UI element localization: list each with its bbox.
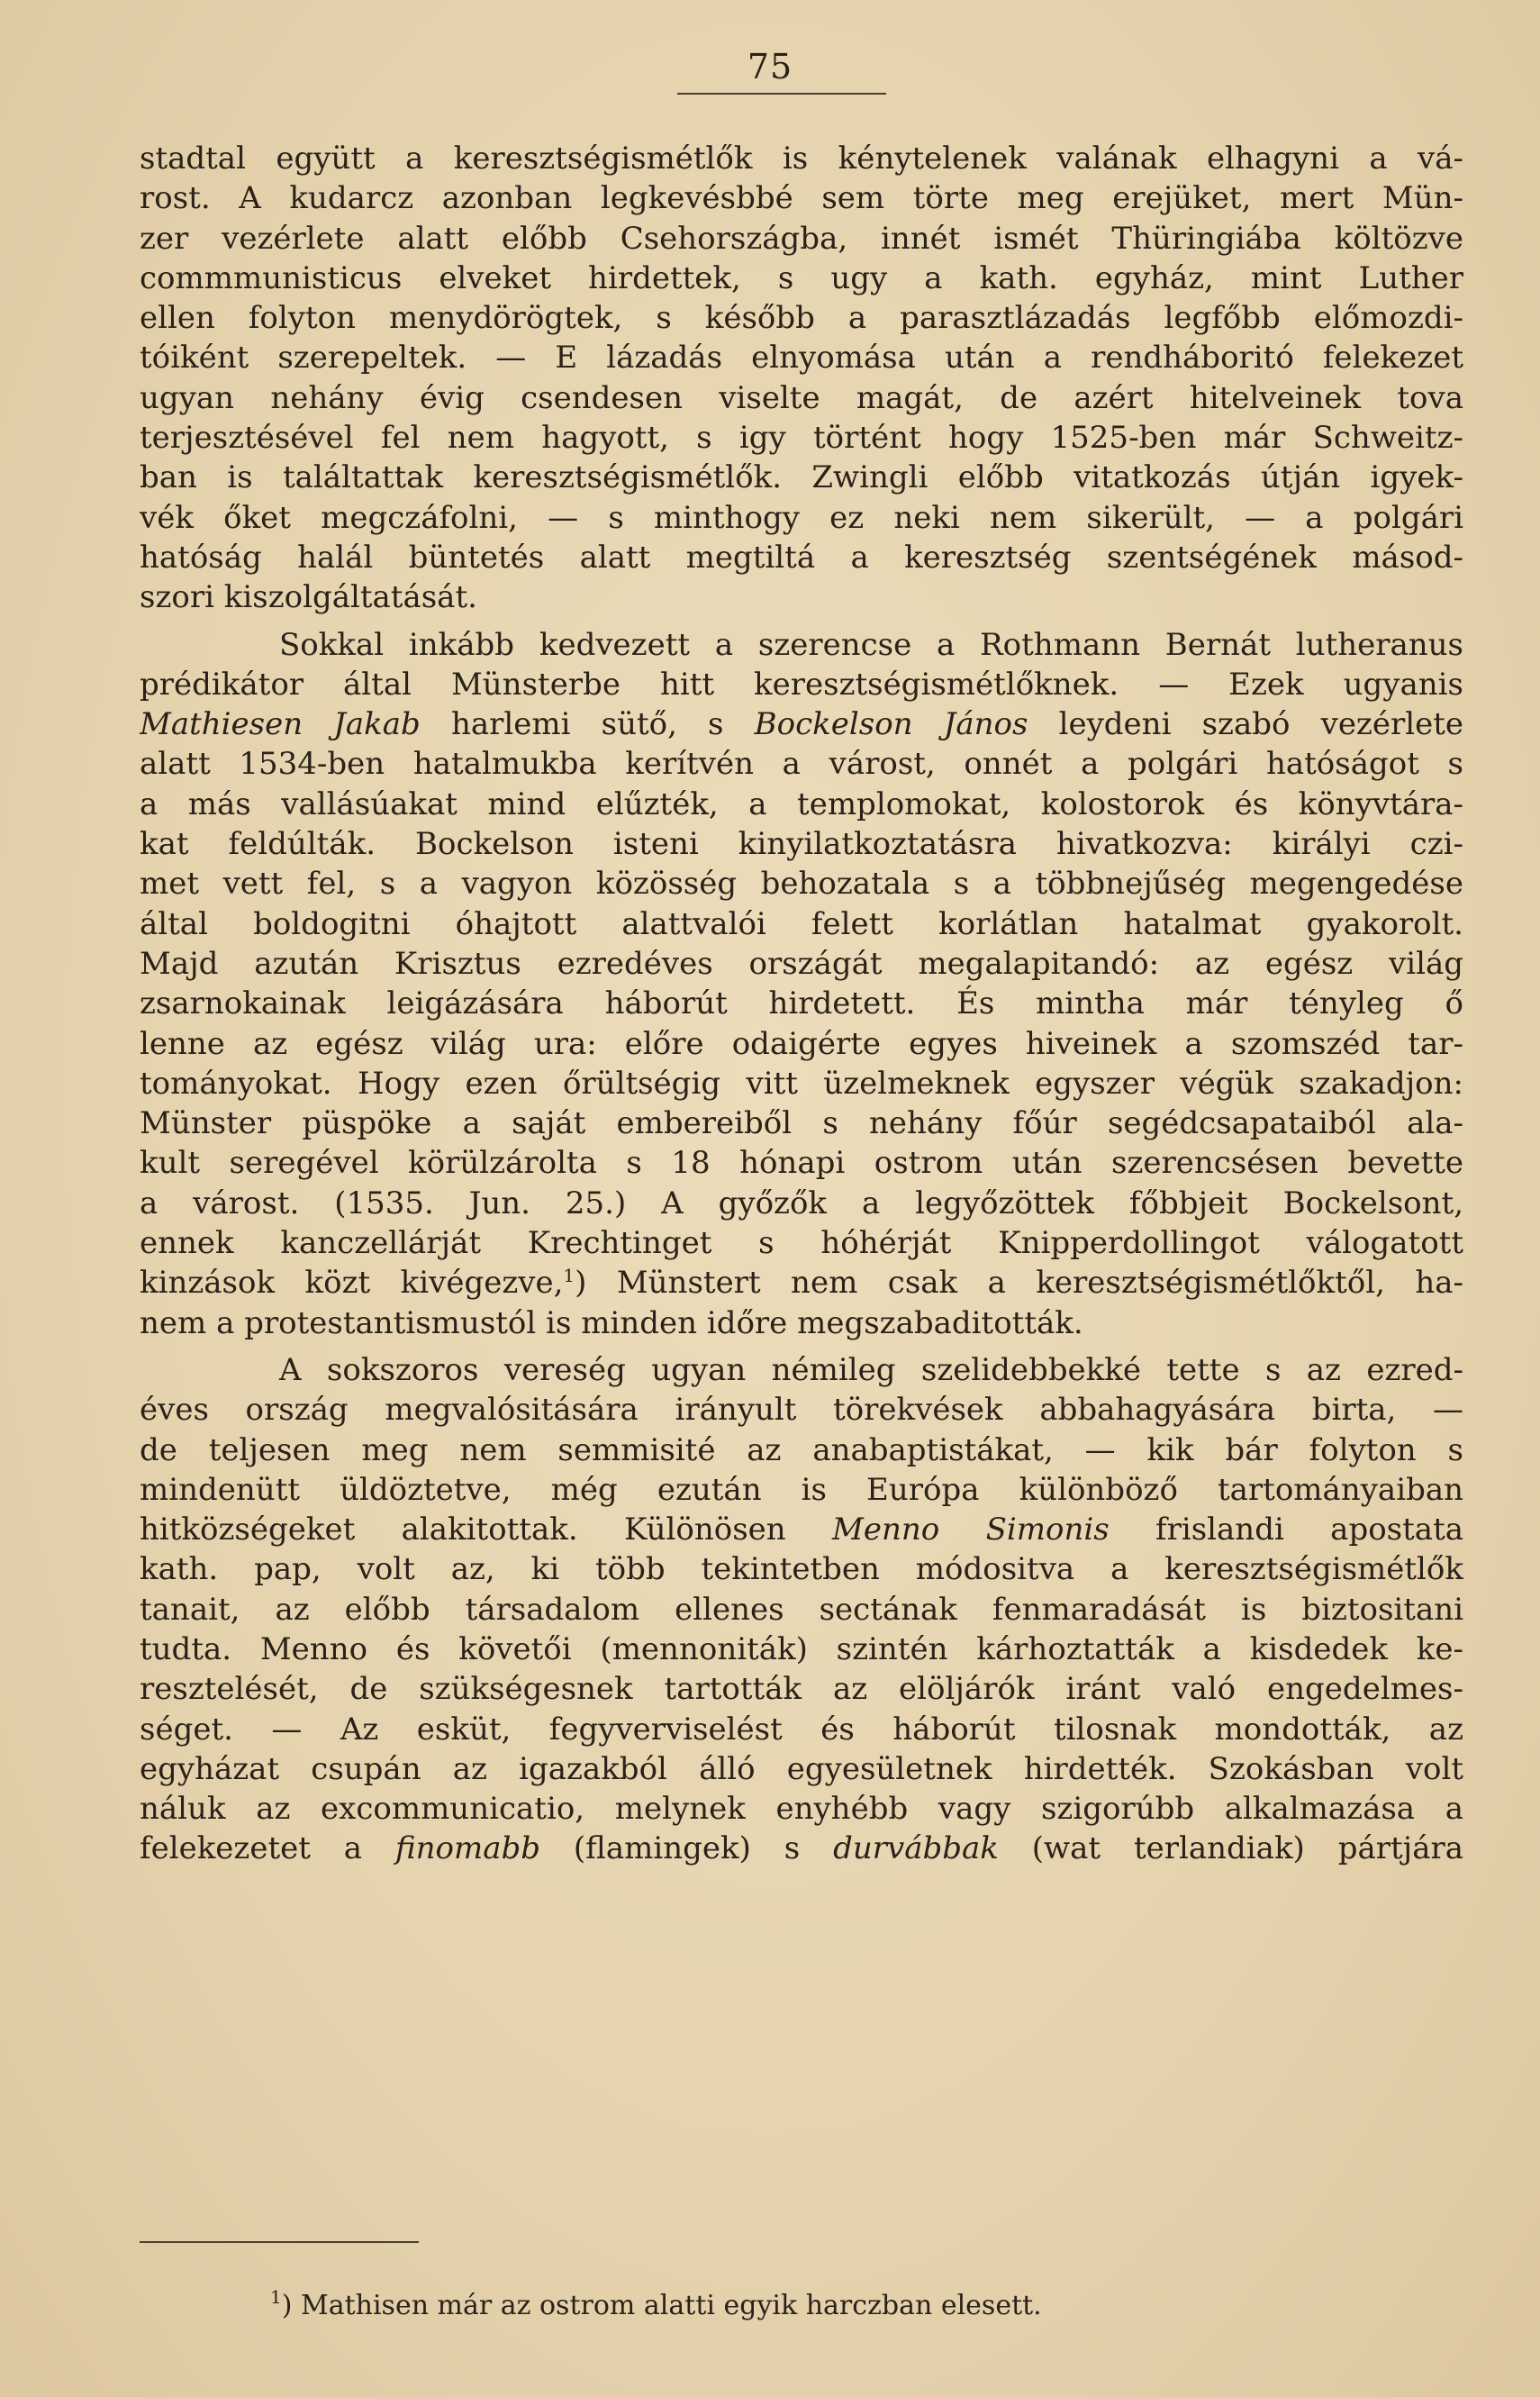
text-line: ennek kanczellárját Krechtinget s hóhérját Knipperdollingot válogatott [140,1225,1463,1262]
text-line: met vett fel, s a vagyon közösség behozatala s a többnejűség megengedése [140,866,1463,903]
text-line: Mathiesen Jakab harlemi sütő, s Bockelson János leydeni szabó vezérlete [140,706,1463,743]
text-line: prédikátor által Münsterbe hitt keresztségismétlőknek. — Ezek ugyanis [140,666,1463,703]
footnote-marker: 1 [270,2286,282,2308]
text-line: nem a protestantismustól is minden időre megszabaditották. [140,1304,1083,1341]
text-line: stadtal együtt a keresztségismétlők is kénytelenek valának elhagyni a vá- [140,141,1463,177]
text-line: alatt 1534-ben hatalmukba kerítvén a várost, onnét a polgári hatóságot s [140,746,1463,783]
text-line: mindenütt üldöztetve, még ezután is Európa különböző tartományaiban [140,1471,1463,1508]
text-line: terjesztésével fel nem hagyott, s igy történt hogy 1525-ben már Schweitz- [140,420,1463,457]
text-line: szori kiszolgáltatását. [140,579,477,616]
text-line: hitközségeket alakitottak. Különösen Menno Simonis frislandi apostata [140,1512,1463,1548]
footnote-rule [140,2241,419,2243]
text-line: de teljesen meg nem semmisité az anabaptistákat, — kik bár folyton s [140,1431,1463,1468]
text-line: A sokszoros vereség ugyan némileg szelidebbekké tette s az ezred- [279,1351,1463,1388]
text-line: commmunisticus elveket hirdettek, s ugy a kath. egyház, mint Luther [140,259,1463,296]
text-line: ellen folyton menydörögtek, s később a parasztlázadás legfőbb előmozdi- [140,300,1463,337]
text-line: Sokkal inkább kedvezett a szerencse a Rothmann Bernát lutheranus [279,626,1463,663]
text-line: tudta. Menno és követői (mennoniták) szintén kárhoztatták a kisdedek ke- [140,1630,1463,1667]
text-line: Majd azután Krisztus ezredéves országát megalapitandó: az egész világ [140,945,1463,982]
text-line: kult seregével körülzárolta s 18 hónapi ostrom után szerencsésen bevette [140,1145,1463,1182]
italic-term: durvábbak [833,1830,999,1867]
text-line: egyházat csupán az igazakból álló egyesületnek hirdették. Szokásban volt [140,1750,1463,1787]
person-name: Bockelson János [754,706,1028,743]
text-line: kinzások közt kivégezve,$^1$) Münstert nem csak a keresztségismétlőktől, ha- [140,1265,1463,1302]
text-line: kat feldúlták. Bockelson isteni kinyilatkoztatásra hivatkozva: királyi czi- [140,826,1463,863]
text-line: ban is találtattak keresztségismétlők. Zwingli előbb vitatkozás útján igyek- [140,459,1463,496]
text-line: éves ország megvalósitására irányult törekvések abbahagyására birta, — [140,1392,1463,1429]
text-line: kath. pap, volt az, ki több tekintetben módositva a keresztségismétlők [140,1551,1463,1588]
text-line: rost. A kudarcz azonban legkevésbbé sem törte meg erejüket, mert Mün- [140,180,1463,217]
text-line: tóiként szerepeltek. — E lázadás elnyomása után a rendháboritó felekezet [140,340,1463,377]
text-line: felekezetet a finomabb (flamingek) s durvábbak (wat terlandiak) pártjára [140,1830,1463,1867]
text-line: hatóság halál büntetés alatt megtiltá a keresztség szentségének másod- [140,539,1463,576]
text-line: által boldogitni óhajtott alattvalói felett korlátlan hatalmat gyakorolt. [140,905,1463,942]
page-number: 75 [747,47,793,86]
text-line: Münster püspöke a saját embereiből s nehány főúr segédcsapataiból ala- [140,1105,1463,1142]
italic-term: finomabb [394,1830,541,1867]
text-line: lenne az egész világ ura: előre odaigérte egyes hiveinek a szomszéd tar- [140,1025,1463,1062]
text-line: a várost. (1535. Jun. 25.) A győzők a legyőzöttek főbbjeit Bockelsont, [140,1185,1463,1221]
text-line: ugyan nehány évig csendesen viselte magát, de azért hitelveinek tova [140,379,1463,416]
text-line: séget. — Az esküt, fegyverviselést és háborút tilosnak mondották, az [140,1711,1463,1748]
header-rule [677,93,886,95]
text-line: tományokat. Hogy ezen őrültségig vitt üzelmeknek egyszer végük szakadjon: [140,1065,1463,1102]
person-name: Mathiesen Jakab [140,706,421,743]
footnote [270,2288,1042,2324]
footnote-reference: 1 [563,1265,575,1287]
text-line: zer vezérlete alatt előbb Csehországba, innét ismét Thüringiába költözve [140,220,1463,257]
text-line: zsarnokainak leigázására háborút hirdetett. És mintha már tényleg ő [140,985,1463,1022]
text-line: resztelését, de szükségesnek tartották az elöljárók iránt való engedelmes- [140,1671,1463,1708]
footnote-text: ) Mathisen már az ostrom alatti egyik harczban elesett. [281,2290,1042,2321]
text-line: náluk az excommunicatio, melynek enyhébb vagy szigorúbb alkalmazása a [140,1791,1463,1828]
text-line: vék őket megczáfolni, — s minthogy ez neki nem sikerült, — a polgári [140,499,1463,536]
person-name: Menno Simonis [832,1512,1110,1548]
text-line: a más vallásúakat mind elűzték, a templomokat, kolostorok és könyvtára- [140,785,1463,822]
body-text [140,139,1463,1869]
text-line: tanait, az előbb társadalom ellenes sectának fenmaradását is biztositani [140,1591,1463,1628]
